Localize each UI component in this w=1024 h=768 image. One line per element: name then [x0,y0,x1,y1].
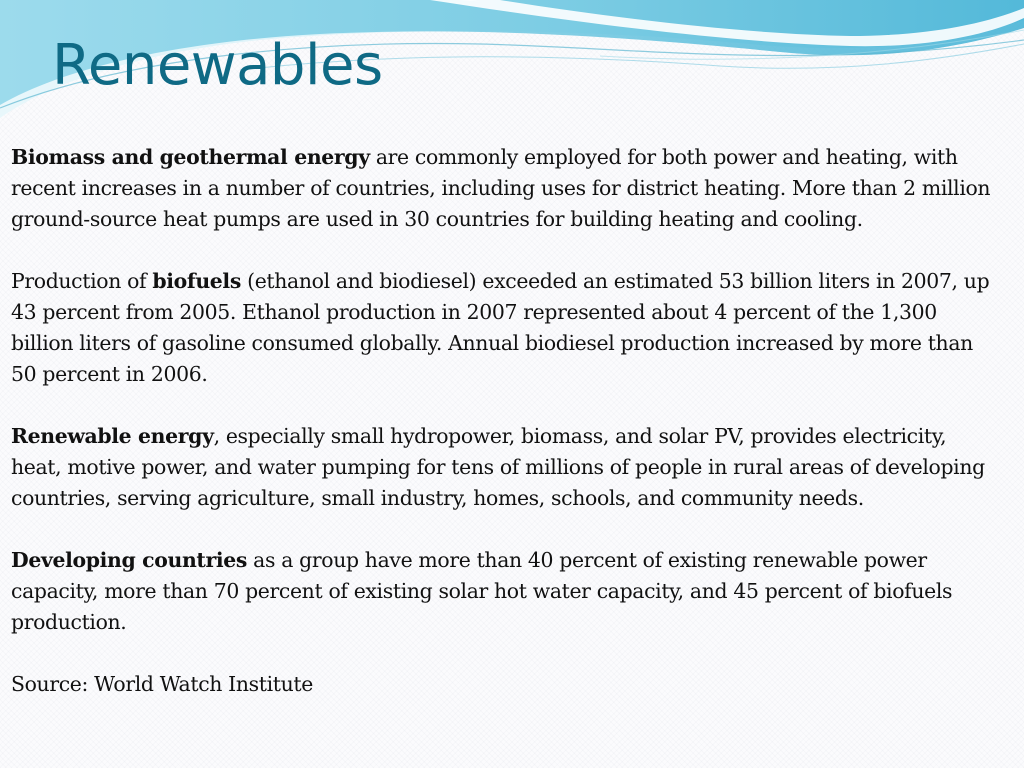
source-citation: Source: World Watch Institute [11,672,313,696]
paragraph-developing-countries [11,545,1001,638]
paragraph-renewable-energy [11,421,1001,514]
paragraph-biomass [11,142,1001,235]
paragraph-lead: Developing countries [11,548,248,572]
paragraph-text: as a group have more than 40 percent of existing renewable power capacity, more than 70 percent of existing solar hot water capacity, and 45 percent of biofuels production. [11,548,953,634]
slide-body [11,142,1001,700]
paragraph-text: , especially small hydropower, biomass, and solar PV, provides electricity, heat, motive power, and water pumping for tens of millions of people in rural areas of developing countries, serving agriculture, small industry, homes, schools, and community needs. [11,424,985,510]
page-title: Renewables [52,33,383,98]
paragraph-text: are commonly employed for both power and heating, with recent increases in a number of countries, including uses for district heating. More than 2 million ground-source heat pumps are used in 30 countries for building heating and cooling. [11,145,991,231]
paragraph-lead: Biomass and geothermal energy [11,145,370,169]
paragraph-text: (ethanol and biodiesel) exceeded an estimated 53 billion liters in 2007, up 43 percent from 2005. Ethanol production in 2007 represented about 4 percent of the 1,300 billion liters of gasoline consumed globally. Annual biodiesel production increased by more than 50 percent in 2006. [11,269,990,386]
paragraph-lead: Renewable energy [11,424,214,448]
paragraph-lead: biofuels [152,269,241,293]
paragraph-prefix: Production of [11,269,153,293]
paragraph-biofuels [11,266,1001,390]
